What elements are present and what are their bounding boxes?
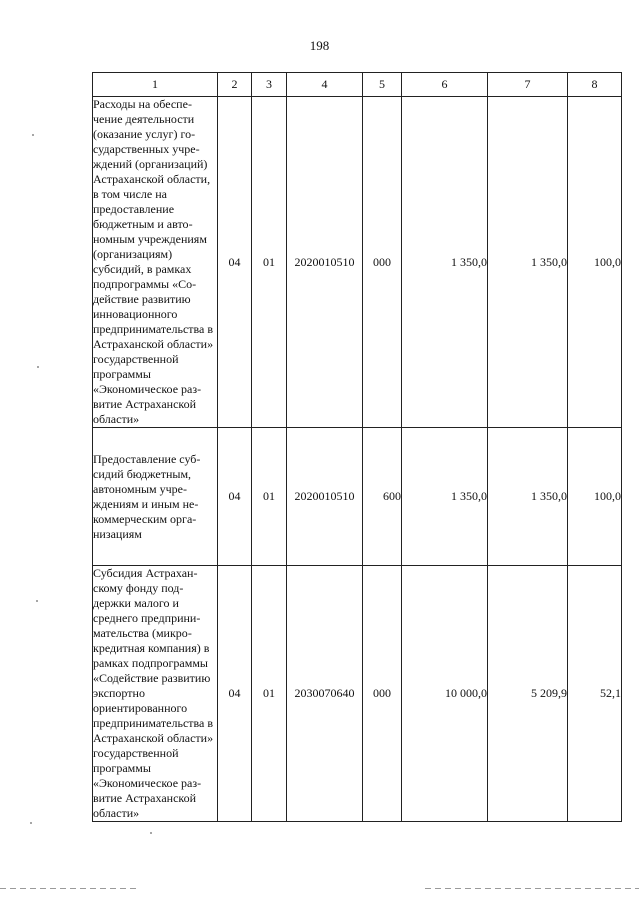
percent-cell: 100,0 bbox=[568, 97, 622, 428]
expense-type-cell: 000 bbox=[363, 566, 402, 822]
executed-amount-cell: 5 209,9 bbox=[488, 566, 568, 822]
subsection-code-cell: 01 bbox=[252, 566, 287, 822]
scan-speck bbox=[150, 832, 152, 834]
header-cell: 4 bbox=[287, 73, 363, 97]
section-code-cell: 04 bbox=[218, 428, 252, 566]
section-code-cell: 04 bbox=[218, 566, 252, 822]
expense-type-cell: 600 bbox=[363, 428, 402, 566]
header-cell: 1 bbox=[93, 73, 218, 97]
percent-cell: 100,0 bbox=[568, 428, 622, 566]
table-row bbox=[93, 566, 622, 822]
header-cell: 8 bbox=[568, 73, 622, 97]
header-cell: 7 bbox=[488, 73, 568, 97]
subsection-code-cell: 01 bbox=[252, 97, 287, 428]
table-row bbox=[93, 428, 622, 566]
header-cell: 6 bbox=[402, 73, 488, 97]
scan-speck bbox=[32, 134, 34, 136]
executed-amount-cell: 1 350,0 bbox=[488, 428, 568, 566]
planned-amount-cell: 1 350,0 bbox=[402, 428, 488, 566]
planned-amount-cell: 10 000,0 bbox=[402, 566, 488, 822]
target-article-cell: 2020010510 bbox=[287, 428, 363, 566]
target-article-cell: 2020010510 bbox=[287, 97, 363, 428]
table-row bbox=[93, 97, 622, 428]
section-code-cell: 04 bbox=[218, 97, 252, 428]
row-name-cell: Субсидия Астраханскому фонду поддержки малого и среднего предпринимательства (микрокредитная компания) в рамках подпрограммы «Содействие развитию экспортно ориентированного предпринимательства в Астраханской области» государственной программы «Экономическое развитие Астраханской области» bbox=[93, 566, 218, 822]
scan-edge-line bbox=[425, 888, 639, 889]
row-name-cell: Предоставление субсидий бюджетным, автономным учреждениям и иным некоммерческим организациям bbox=[93, 428, 218, 566]
scan-speck bbox=[37, 366, 39, 368]
budget-table bbox=[92, 72, 622, 822]
header-row bbox=[93, 73, 622, 97]
percent-cell: 52,1 bbox=[568, 566, 622, 822]
scan-speck bbox=[36, 600, 38, 602]
scan-speck bbox=[30, 822, 32, 824]
row-name-cell: Расходы на обеспечение деятельности (оказание услуг) государственных учреждений (организаций) Астраханской области, в том числе на предоставление бюджетным и автономным учреждениям (организациям) субсидий, в рамках подпрограммы «Содействие развитию инновационного предпринимательства в Астраханской области» государственной программы «Экономическое развитие Астраханской области» bbox=[93, 97, 218, 428]
header-cell: 5 bbox=[363, 73, 402, 97]
planned-amount-cell: 1 350,0 bbox=[402, 97, 488, 428]
page-number: 198 bbox=[309, 38, 330, 53]
subsection-code-cell: 01 bbox=[252, 428, 287, 566]
expense-type-cell: 000 bbox=[363, 97, 402, 428]
scan-edge-line bbox=[0, 888, 140, 889]
executed-amount-cell: 1 350,0 bbox=[488, 97, 568, 428]
header-cell: 3 bbox=[252, 73, 287, 97]
header-cell: 2 bbox=[218, 73, 252, 97]
target-article-cell: 2030070640 bbox=[287, 566, 363, 822]
